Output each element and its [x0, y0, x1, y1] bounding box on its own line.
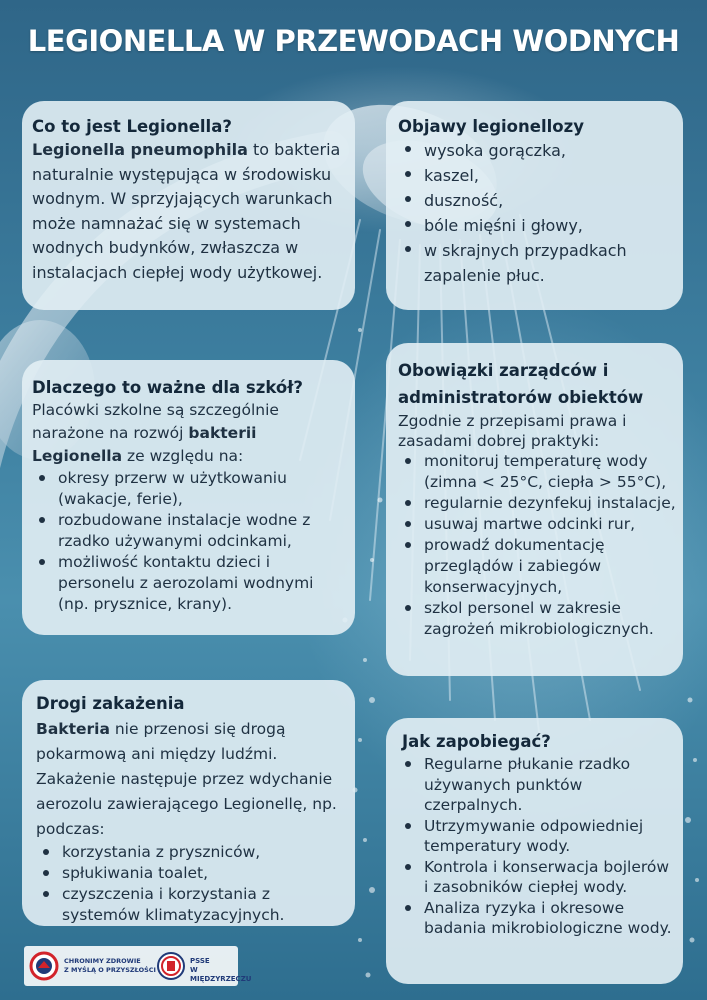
list-item: duszność,: [424, 188, 673, 213]
card-heading: Objawy legionellozy: [398, 117, 584, 136]
card-prevention: [386, 718, 683, 984]
list-item: szkol personel w zakresie zagrożeń mikrobiologicznych.: [424, 598, 677, 640]
card-text: [36, 717, 345, 842]
duties-list: [398, 451, 677, 640]
list-item: regularnie dezynfekuj instalacje,: [424, 494, 676, 512]
list-item: spłukiwania toalet,: [62, 863, 345, 884]
list-item: korzystania z pryszniców,: [62, 842, 345, 863]
logo2-line1: PSSE: [190, 957, 210, 965]
card-heading: Obowiązki zarządców i administratorów obiektów: [398, 361, 644, 407]
logo1-line2: Z MYŚLĄ O PRZYSZŁOŚCI: [64, 966, 156, 974]
poster-title: LEGIONELLA W PRZEWODACH WODNYCH: [27, 24, 680, 58]
bold-term: Bakteria: [36, 720, 110, 738]
bold-term: Legionella pneumophila: [32, 140, 248, 159]
list-item: Regularne płukanie rzadko używanych punktów czerpalnych.: [424, 754, 677, 816]
list-item: rozbudowane instalacje wodne z rzadko używanymi odcinkami,: [58, 510, 345, 552]
card-body: nie przenosi się drogą pokarmową ani między ludźmi. Zakażenie następuje przez wdychanie aerozolu zawierającego Legionellę, np. podczas:: [36, 720, 337, 838]
card-heading: Dlaczego to ważne dla szkół?: [32, 378, 303, 397]
list-item: monitoruj temperaturę wody (zimna < 25°C, ciepła > 55°C),: [424, 451, 677, 493]
prevention-list: [398, 754, 677, 939]
reasons-list: [32, 468, 345, 615]
card-body: Placówki szkolne są szczególnie narażone na rozwój: [32, 401, 279, 442]
list-item: usuwaj martwe odcinki rur,: [424, 514, 677, 535]
card-body: to bakteria naturalnie występująca w środowisku wodnym. W sprzyjających warunkach może namnażać się w systemach wodnych budynków, zwłaszcza w instalacjach ciepłej wody użytkowej.: [32, 140, 341, 282]
list-item: wysoka gorączka,: [424, 138, 673, 163]
card-why-schools: [22, 360, 355, 635]
logo1-line1: CHRONIMY ZDROWIE: [64, 957, 141, 965]
list-item: bóle mięśni i głowy,: [424, 213, 673, 238]
card-heading: Co to jest Legionella?: [32, 117, 232, 136]
list-item: prowadź dokumentację przeglądów i zabiegów konserwacyjnych,: [424, 535, 677, 598]
card-duties: [386, 343, 683, 676]
card-text: Zgodnie z przepisami prawa i zasadami dobrej praktyki:: [398, 412, 627, 450]
list-item: czyszczenia i korzystania z systemów klimatyzacyjnych.: [62, 884, 345, 926]
routes-list: [36, 842, 345, 926]
card-text: [32, 399, 345, 468]
list-item: okresy przerw w użytkowaniu (wakacje, ferie),: [58, 468, 345, 510]
card-heading: Jak zapobiegać?: [402, 732, 551, 751]
list-item: Kontrola i konserwacja bojlerów i zasobników ciepłej wody.: [424, 857, 677, 898]
card-symptoms: [386, 101, 683, 310]
symptoms-list: [398, 138, 673, 288]
list-item: kaszel,: [424, 163, 673, 188]
chronimy-zdrowie-logo-icon: [29, 951, 59, 981]
logo2-line2: W MIĘDZYRZECZU: [190, 966, 252, 983]
psse-logo-icon: [156, 951, 186, 981]
list-item: Utrzymywanie odpowiedniej temperatury wody.: [424, 816, 677, 857]
list-item: możliwość kontaktu dzieci i personelu z aerozolami wodnymi (np. prysznice, krany).: [58, 552, 345, 615]
list-item: w skrajnych przypadkach zapalenie płuc.: [424, 238, 673, 288]
card-text: [32, 138, 345, 285]
bold-term: bakterii Legionella: [32, 424, 257, 465]
card-heading: Drogi zakażenia: [36, 694, 185, 713]
card-infection-routes: [22, 680, 355, 926]
list-item: Analiza ryzyka i okresowe badania mikrobiologiczne wody.: [424, 898, 677, 939]
footer-logos: [24, 946, 252, 986]
card-body: ze względu na:: [122, 447, 244, 465]
card-what-is-legionella: [22, 101, 355, 310]
